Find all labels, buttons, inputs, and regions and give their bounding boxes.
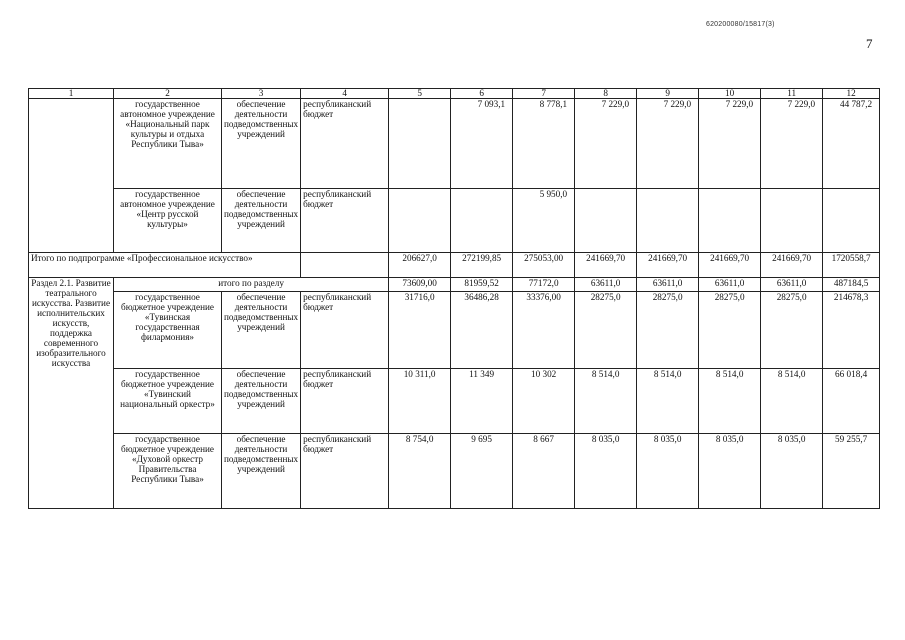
value-cell: 8 754,0 bbox=[389, 434, 451, 509]
purpose-cell: обеспечение деятельности подведомственных учреждений bbox=[222, 369, 301, 434]
source-cell: республиканский бюджет bbox=[301, 189, 389, 253]
subtotal-value: 1720558,7 bbox=[823, 253, 880, 278]
value-cell: 33376,00 bbox=[513, 292, 575, 369]
value-cell: 7 229,0 bbox=[575, 99, 637, 189]
value-cell: 36486,28 bbox=[451, 292, 513, 369]
header-cell: 1 bbox=[29, 89, 114, 99]
institution-cell: государственное бюджетное учреждение «Духовой оркестр Правительства Республики Тыва» bbox=[114, 434, 222, 509]
value-cell: 8 035,0 bbox=[575, 434, 637, 509]
budget-table bbox=[28, 88, 880, 509]
section-label: Раздел 2.1. Развитие театрального искусства. Развитие исполнительских искусств, поддержка современного изобразительного искусства bbox=[29, 278, 114, 509]
value-cell: 10 311,0 bbox=[389, 369, 451, 434]
section-total-value: 63611,0 bbox=[761, 278, 823, 292]
source-cell: республиканский бюджет bbox=[301, 369, 389, 434]
page-number: 7 bbox=[866, 36, 873, 51]
institution-cell: государственное автономное учреждение «Центр русской культуры» bbox=[114, 189, 222, 253]
header-cell: 8 bbox=[575, 89, 637, 99]
purpose-cell: обеспечение деятельности подведомственных учреждений bbox=[222, 189, 301, 253]
subtotal-value: 241669,70 bbox=[699, 253, 761, 278]
value-cell bbox=[823, 189, 880, 253]
section-total-value: 63611,0 bbox=[637, 278, 699, 292]
value-cell: 8 035,0 bbox=[637, 434, 699, 509]
section-total-value: 73609,00 bbox=[389, 278, 451, 292]
institution-cell: государственное бюджетное учреждение «Тувинская государственная филармония» bbox=[114, 292, 222, 369]
institution-cell: государственное бюджетное учреждение «Тувинский национальный оркестр» bbox=[114, 369, 222, 434]
header-cell: 7 bbox=[513, 89, 575, 99]
value-cell: 10 302 bbox=[513, 369, 575, 434]
header-cell: 6 bbox=[451, 89, 513, 99]
value-cell: 8 514,0 bbox=[637, 369, 699, 434]
value-cell: 8 514,0 bbox=[575, 369, 637, 434]
value-cell: 9 695 bbox=[451, 434, 513, 509]
header-cell: 5 bbox=[389, 89, 451, 99]
subtotal-value: 206627,0 bbox=[389, 253, 451, 278]
value-cell: 5 950,0 bbox=[513, 189, 575, 253]
subtotal-value: 241669,70 bbox=[761, 253, 823, 278]
value-cell: 214678,3 bbox=[823, 292, 880, 369]
document-id: 620200080/15817(3) bbox=[706, 21, 775, 28]
header-cell: 4 bbox=[301, 89, 389, 99]
value-cell bbox=[389, 189, 451, 253]
table-row bbox=[29, 292, 880, 369]
empty-cell bbox=[29, 99, 114, 253]
subtotal-row bbox=[29, 253, 880, 278]
value-cell bbox=[637, 189, 699, 253]
table-row bbox=[29, 369, 880, 434]
value-cell: 8 667 bbox=[513, 434, 575, 509]
section-total-value: 63611,0 bbox=[575, 278, 637, 292]
value-cell: 28275,0 bbox=[761, 292, 823, 369]
subtotal-value: 272199,85 bbox=[451, 253, 513, 278]
subtotal-value: 241669,70 bbox=[637, 253, 699, 278]
empty-cell bbox=[301, 253, 389, 278]
value-cell bbox=[761, 189, 823, 253]
value-cell: 31716,0 bbox=[389, 292, 451, 369]
header-cell: 9 bbox=[637, 89, 699, 99]
value-cell: 28275,0 bbox=[637, 292, 699, 369]
value-cell: 11 349 bbox=[451, 369, 513, 434]
source-cell: республиканский бюджет bbox=[301, 99, 389, 189]
section-total-row bbox=[29, 278, 880, 292]
value-cell: 8 514,0 bbox=[761, 369, 823, 434]
subtotal-value: 241669,70 bbox=[575, 253, 637, 278]
source-cell: республиканский бюджет bbox=[301, 292, 389, 369]
section-total-value: 63611,0 bbox=[699, 278, 761, 292]
header-cell: 3 bbox=[222, 89, 301, 99]
table-row bbox=[29, 434, 880, 509]
purpose-cell: обеспечение деятельности подведомственных учреждений bbox=[222, 434, 301, 509]
purpose-cell: обеспечение деятельности подведомственных учреждений bbox=[222, 292, 301, 369]
purpose-cell: обеспечение деятельности подведомственных учреждений bbox=[222, 99, 301, 189]
column-number-row bbox=[29, 89, 880, 99]
value-cell bbox=[389, 99, 451, 189]
value-cell: 59 255,7 bbox=[823, 434, 880, 509]
subtotal-label: Итого по подпрограмме «Профессиональное искусство» bbox=[29, 253, 301, 278]
value-cell bbox=[575, 189, 637, 253]
value-cell: 8 035,0 bbox=[699, 434, 761, 509]
section-total-value: 77172,0 bbox=[513, 278, 575, 292]
source-cell: республиканский бюджет bbox=[301, 434, 389, 509]
value-cell: 8 778,1 bbox=[513, 99, 575, 189]
subtotal-value: 275053,00 bbox=[513, 253, 575, 278]
section-total-label: итого по разделу bbox=[114, 278, 389, 292]
table-row bbox=[29, 189, 880, 253]
value-cell: 7 093,1 bbox=[451, 99, 513, 189]
institution-cell: государственное автономное учреждение «Национальный парк культуры и отдыха Республики Тыва» bbox=[114, 99, 222, 189]
value-cell: 8 514,0 bbox=[699, 369, 761, 434]
value-cell: 8 035,0 bbox=[761, 434, 823, 509]
value-cell: 66 018,4 bbox=[823, 369, 880, 434]
section-total-value: 81959,52 bbox=[451, 278, 513, 292]
value-cell: 7 229,0 bbox=[699, 99, 761, 189]
header-cell: 2 bbox=[114, 89, 222, 99]
header-cell: 10 bbox=[699, 89, 761, 99]
value-cell: 28275,0 bbox=[699, 292, 761, 369]
value-cell: 7 229,0 bbox=[637, 99, 699, 189]
table-row bbox=[29, 99, 880, 189]
value-cell: 28275,0 bbox=[575, 292, 637, 369]
section-total-value: 487184,5 bbox=[823, 278, 880, 292]
header-cell: 12 bbox=[823, 89, 880, 99]
value-cell bbox=[699, 189, 761, 253]
value-cell: 44 787,2 bbox=[823, 99, 880, 189]
header-cell: 11 bbox=[761, 89, 823, 99]
value-cell: 7 229,0 bbox=[761, 99, 823, 189]
value-cell bbox=[451, 189, 513, 253]
